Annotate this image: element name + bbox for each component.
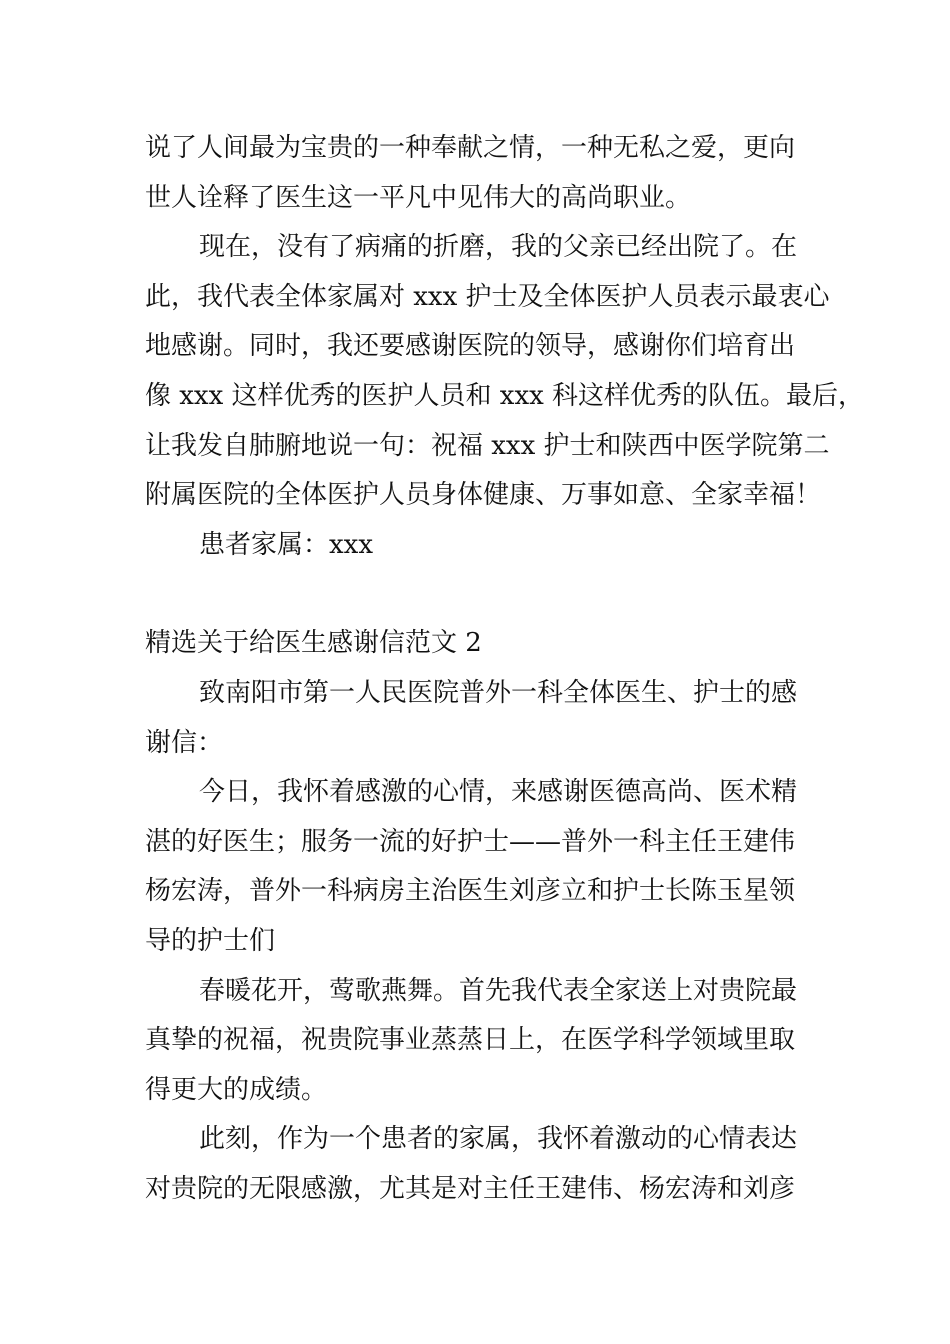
text-line: 致南阳市第一人民医院普外一科全体医生、护士的感 bbox=[199, 677, 798, 708]
text-line: 像 xxx 这样优秀的医护人员和 xxx 科这样优秀的队伍。最后， bbox=[145, 380, 865, 411]
text-line: 附属医院的全体医护人员身体健康、万事如意、全家幸福！ bbox=[145, 480, 822, 511]
paragraph-blessing bbox=[145, 967, 825, 1116]
text-line: 杨宏涛，普外一科病房主治医生刘彦立和护士长陈玉星领 bbox=[145, 876, 796, 907]
section-title: 精选关于给医生感谢信范文 2 bbox=[145, 628, 482, 659]
text-line: 得更大的成绩。 bbox=[145, 1074, 328, 1105]
text-line: 对贵院的无限感激，尤其是对主任王建伟、杨宏涛和刘彦 bbox=[145, 1173, 796, 1204]
text-line: 春暖花开，莺歌燕舞。首先我代表全家送上对贵院最 bbox=[199, 975, 798, 1006]
text-line: 此刻，作为一个患者的家属，我怀着激动的心情表达 bbox=[199, 1124, 798, 1155]
text-line: 今日，我怀着感激的心情，来感谢医德高尚、医术精 bbox=[199, 777, 798, 808]
text-line: 地感谢。同时，我还要感谢医院的领导，感谢你们培育出 bbox=[145, 331, 796, 362]
paragraph-gratitude bbox=[145, 768, 825, 966]
text-line: 谢信： bbox=[145, 727, 224, 758]
spacer bbox=[145, 570, 825, 619]
paragraph-thanks bbox=[145, 1115, 825, 1214]
text-line: 此，我代表全体家属对 xxx 护士及全体医护人员表示最衷心 bbox=[145, 281, 830, 312]
paragraph-continuation bbox=[145, 124, 825, 223]
text-line: 让我发自肺腑地说一句：祝福 xxx 护士和陕西中医学院第二 bbox=[145, 430, 830, 461]
signature-text: 患者家属：xxx bbox=[199, 529, 373, 560]
text-line: 湛的好医生；服务一流的好护士——普外一科主任王建伟 bbox=[145, 826, 796, 857]
text-line: 说了人间最为宝贵的一种奉献之情，一种无私之爱，更向 bbox=[145, 133, 796, 163]
signature bbox=[145, 521, 825, 571]
text-line: 导的护士们 bbox=[145, 925, 276, 956]
text-line: 真挚的祝福，祝贵院事业蒸蒸日上，在医学科学领域里取 bbox=[145, 1025, 796, 1056]
text-line: 现在，没有了病痛的折磨，我的父亲已经出院了。在 bbox=[199, 232, 798, 263]
paragraph-salutation bbox=[145, 669, 825, 768]
paragraph-discharge bbox=[145, 223, 865, 521]
document-page bbox=[145, 124, 865, 1214]
text-line: 世人诠释了医生这一平凡中见伟大的高尚职业。 bbox=[145, 182, 692, 213]
